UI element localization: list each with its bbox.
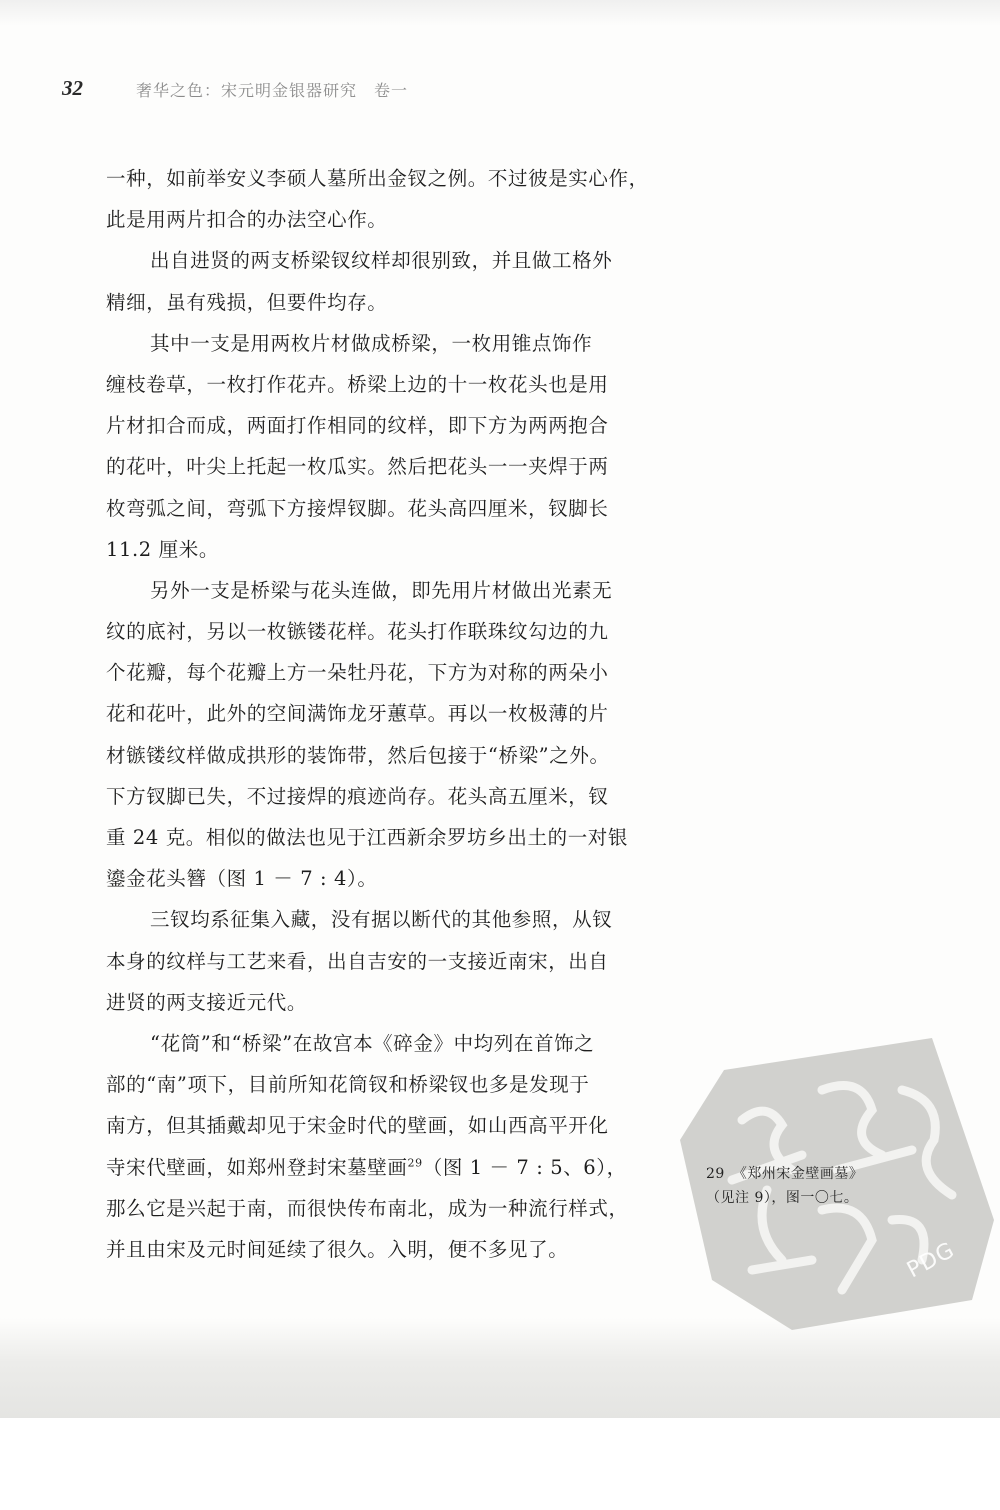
page-number: 32 bbox=[62, 76, 83, 100]
text-line: 南方，但其插戴却见于宋金时代的壁画，如山西高平开化 bbox=[106, 1114, 609, 1138]
scan-shadow-bottom bbox=[0, 1318, 1000, 1418]
text-line: 并且由宋及元时间延续了很久。入明，便不多见了。 bbox=[106, 1237, 569, 1261]
text-line: 的花叶，叶尖上托起一枚瓜实。然后把花头一一夹焊于两 bbox=[106, 455, 609, 479]
text-line: “花筒”和“桥梁”在故宫本《碎金》中均列在首饰之 bbox=[150, 1031, 595, 1055]
text-line: 三钗均系征集入藏，没有据以断代的其他参照，从钗 bbox=[150, 908, 613, 932]
text-line: 个花瓣，每个花瓣上方一朵牡丹花，下方为对称的两朵小 bbox=[106, 661, 609, 685]
text-line: 寺宋代壁画，如郑州登封宋墓壁画$^{29}$（图 1 － 7 : 5、6）， bbox=[106, 1155, 627, 1179]
text-line: 鎏金花头簪（图 1 － 7 : 4）。 bbox=[106, 867, 378, 891]
text-line: 一种，如前举安义李硕人墓所出金钗之例。不过彼是实心作， bbox=[106, 167, 649, 190]
text-line: 片材扣合而成，两面打作相同的纹样，即下方为两两抱合 bbox=[106, 414, 609, 438]
text-line: 重 24 克。相似的做法也见于江西新余罗坊乡出土的一对银 bbox=[106, 826, 629, 849]
text-line: 此是用两片扣合的办法空心作。 bbox=[106, 208, 388, 232]
page-header bbox=[62, 76, 962, 106]
text-line: 本身的纹样与工艺来看，出自吉安的一支接近南宋，出自 bbox=[106, 949, 609, 973]
text-line: 11.2 厘米。 bbox=[106, 537, 219, 561]
footnote bbox=[706, 1162, 956, 1210]
running-head: 奢华之色：宋元明金银器研究 卷一 bbox=[136, 81, 409, 100]
scan-margin-bottom bbox=[0, 1418, 1000, 1510]
body-text bbox=[106, 158, 680, 1270]
text-line: 出自进贤的两支桥梁钗纹样却很别致，并且做工格外 bbox=[150, 249, 613, 273]
scan-edge-top bbox=[0, 0, 1000, 26]
footnote-line: 29 《郑州宋金壁画墓》 bbox=[706, 1166, 864, 1182]
text-line: 精细，虽有残损，但要件均存。 bbox=[106, 290, 388, 314]
text-line: 那么它是兴起于南，而很快传布南北，成为一种流行样式， bbox=[106, 1196, 629, 1220]
text-line: 纹的底衬，另以一枚镞镂花样。花头打作联珠纹勾边的九 bbox=[106, 620, 609, 644]
footnote-number: 29 bbox=[706, 1166, 725, 1182]
footnote-line: （见注 9），图一〇七。 bbox=[706, 1190, 859, 1206]
text-line: 进贤的两支接近元代。 bbox=[106, 990, 308, 1014]
footnote-marker[interactable]: 29 bbox=[407, 1156, 423, 1169]
text-line: 下方钗脚已失，不过接焊的痕迹尚存。花头高五厘米，钗 bbox=[106, 784, 609, 808]
text-line: 枚弯弧之间，弯弧下方接焊钗脚。花头高四厘米，钗脚长 bbox=[106, 496, 609, 520]
text-line: 缠枝卷草，一枚打作花卉。桥梁上边的十一枚花头也是用 bbox=[106, 372, 609, 396]
text-line: 部的“南”项下，目前所知花筒钗和桥梁钗也多是发现于 bbox=[106, 1073, 590, 1097]
text-line: 材镞镂纹样做成拱形的装饰带，然后包接于“桥梁”之外。 bbox=[106, 743, 610, 767]
text-line: 另外一支是桥梁与花头连做，即先用片材做出光素无 bbox=[150, 578, 613, 602]
watermark-text: PDG bbox=[903, 1237, 960, 1284]
text-line: 花和花叶，此外的空间满饰龙牙蕙草。再以一枚极薄的片 bbox=[106, 702, 609, 726]
text-line: 其中一支是用两枚片材做成桥梁，一枚用锥点饰作 bbox=[150, 331, 593, 355]
